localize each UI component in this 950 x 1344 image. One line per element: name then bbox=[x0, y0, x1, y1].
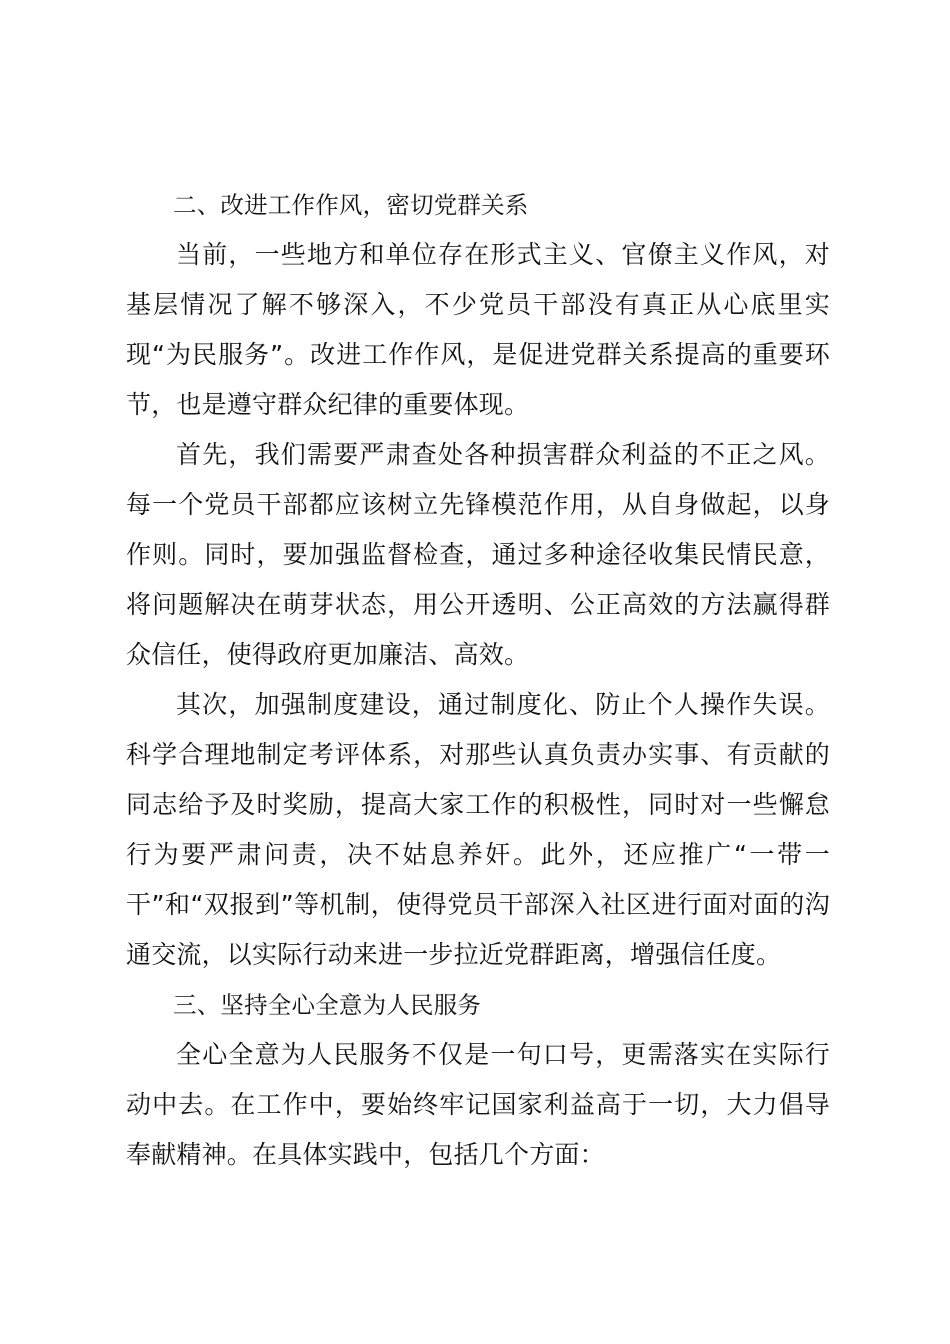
section-heading-3: 三、坚持全心全意为人民服务 bbox=[173, 991, 482, 1019]
section-heading-2: 二、改进工作作风，密切党群关系 bbox=[173, 191, 529, 219]
paragraph-first: 首先，我们需要严肃查处各种损害群众利益的不正之风。每一个党员干部都应该树立先锋模范作用，从自身做起，以身作则。同时，要加强监督检查，通过多种途径收集民情民意，将问题解决在萌芽状态，用公开透明、公正高效的方法赢得群众信任，使得政府更加廉洁、高效。 bbox=[126, 440, 830, 669]
paragraph-serve-people: 全心全意为人民服务不仅是一句口号，更需落实在实际行动中去。在工作中，要始终牢记国家利益高于一切，大力倡导奉献精神。在具体实践中，包括几个方面： bbox=[126, 1040, 830, 1169]
paragraph-current-situation: 当前，一些地方和单位存在形式主义、官僚主义作风，对基层情况了解不够深入，不少党员干部没有真正从心底里实现“为民服务”。改进工作作风，是促进党群关系提高的重要环节，也是遵守群众纪律的重要体现。 bbox=[126, 240, 830, 419]
document-body bbox=[126, 180, 830, 1180]
paragraph-second: 其次，加强制度建设，通过制度化、防止个人操作失误。科学合理地制定考评体系，对那些认真负责办实事、有贡献的同志给予及时奖励，提高大家工作的积极性，同时对一些懈怠行为要严肃问责，决不姑息养奸。此外，还应推广“一带一干”和“双报到”等机制，使得党员干部深入社区进行面对面的沟通交流，以实际行动来进一步拉近党群距离，增强信任度。 bbox=[126, 690, 830, 969]
